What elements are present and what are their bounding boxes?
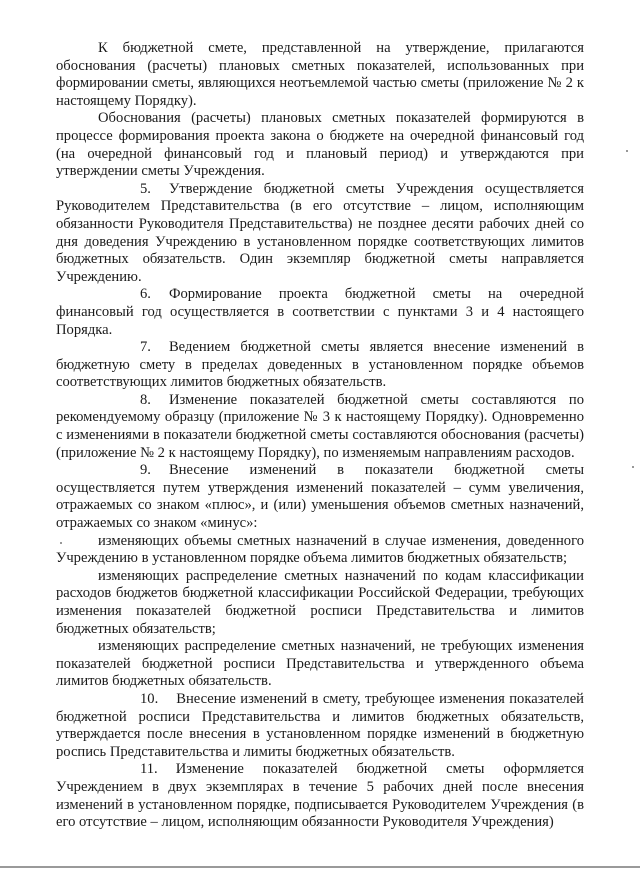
paragraph-number: 7. <box>140 339 151 356</box>
paragraph-number: 6. <box>140 286 151 303</box>
paragraph-number: 9. <box>140 462 151 479</box>
paragraph-text: Формирование проекта бюджетной сметы на очередной финансовый год осуществляется в соответствии с пунктами 3 и 4 настоящего Порядка. <box>56 286 584 338</box>
paragraph-number: 10. <box>140 690 159 707</box>
paragraph-text: Ведением бюджетной сметы является внесение изменений в бюджетную смету в пределах доведенных в установленном порядке объемов соответствующих лимитов бюджетных обязательств. <box>56 339 584 391</box>
scan-speck <box>626 150 628 152</box>
paragraph-9-item-2 <box>56 568 584 638</box>
paragraph-number: 8. <box>140 391 151 408</box>
scan-edge-line <box>0 866 640 868</box>
paragraph-text: Изменение показателей бюджетной сметы составляются по рекомендуемому образцу (приложение № 3 к настоящему Порядку). Одновременно с изменениями в показатели бюджетной сметы составляются обоснования (расчеты) (приложение № 2 к настоящему Порядку), по изменяемым направлениям расходов. <box>56 391 584 461</box>
paragraph-8 <box>56 392 584 462</box>
paragraph-text: Внесение изменений в смету, требующее изменения показателей бюджетной росписи Представительства и лимитов бюджетных обязательств, утверждается после внесения в установленном порядке изменений в бюджетную роспись Представительства и лимиты бюджетных обязательств. <box>56 690 584 760</box>
paragraph-justifications <box>56 110 584 180</box>
paragraph-text: К бюджетной смете, представленной на утверждение, прилагаются обоснования (расчеты) плановых сметных показателей, использованных при формировании сметы, являющихся неотъемлемой частью сметы (приложение № 2 к настоящему Порядку). <box>56 40 584 109</box>
paragraph-text: изменяющих объемы сметных назначений в случае изменения, доведенного Учреждению в установленном порядке объема лимитов бюджетных обязательств; <box>56 532 584 567</box>
paragraph-text: изменяющих распределение сметных назначений, не требующих изменения показателей бюджетной росписи Представительства и утвержденного объема лимитов бюджетных обязательств. <box>56 638 584 690</box>
paragraph-9-item-3 <box>56 638 584 691</box>
paragraph-6 <box>56 286 584 339</box>
paragraph-7 <box>56 339 584 392</box>
paragraph-text: Изменение показателей бюджетной сметы оформляется Учреждением в двух экземплярах в течение 5 рабочих дней после внесения изменений в установленном порядке, подписывается Руководителем Учреждения (в его отсутствие – лицом, исполняющим обязанности Руководителя Учреждения) <box>56 761 584 831</box>
paragraph-10 <box>56 691 584 761</box>
paragraph-text: изменяющих распределение сметных назначений по кодам классификации расходов бюджетов бюджетной классификации Российской Федерации, требующих изменения показателей бюджетной росписи Представительства и лимитов бюджетных обязательств; <box>56 567 584 637</box>
paragraph-5 <box>56 181 584 287</box>
scan-speck <box>632 466 634 468</box>
paragraph-11 <box>56 761 584 831</box>
paragraph-attachments <box>56 40 584 110</box>
paragraph-number: 5. <box>140 180 151 197</box>
paragraph-text: Обоснования (расчеты) плановых сметных показателей формируются в процессе формирования проекта закона о бюджете на очередной финансовый год (на очередной финансовый год и плановый период) и утверждаются при утверждении сметы Учреждения. <box>56 110 584 180</box>
paragraph-number: 11. <box>140 761 158 778</box>
scan-speck <box>60 542 62 544</box>
paragraph-9 <box>56 462 584 532</box>
paragraph-text: Утверждение бюджетной сметы Учреждения осуществляется Руководителем Представительства (в его отсутствие – лицом, исполняющим обязанности Руководителя Представительства) не позднее десяти рабочих дней со дня доведения Учреждению в установленном порядке соответствующих лимитов бюджетных обязательств. Один экземпляр бюджетной сметы направляется Учреждению. <box>56 180 584 285</box>
document-page <box>56 40 584 832</box>
paragraph-text: Внесение изменений в показатели бюджетной сметы осуществляется путем утверждения изменений показателей – сумм увеличения, отражаемых со знаком «плюс», и (или) уменьшения объемов сметных назначений, отражаемых со знаком «минус»: <box>56 462 584 532</box>
paragraph-9-item-1 <box>56 533 584 568</box>
